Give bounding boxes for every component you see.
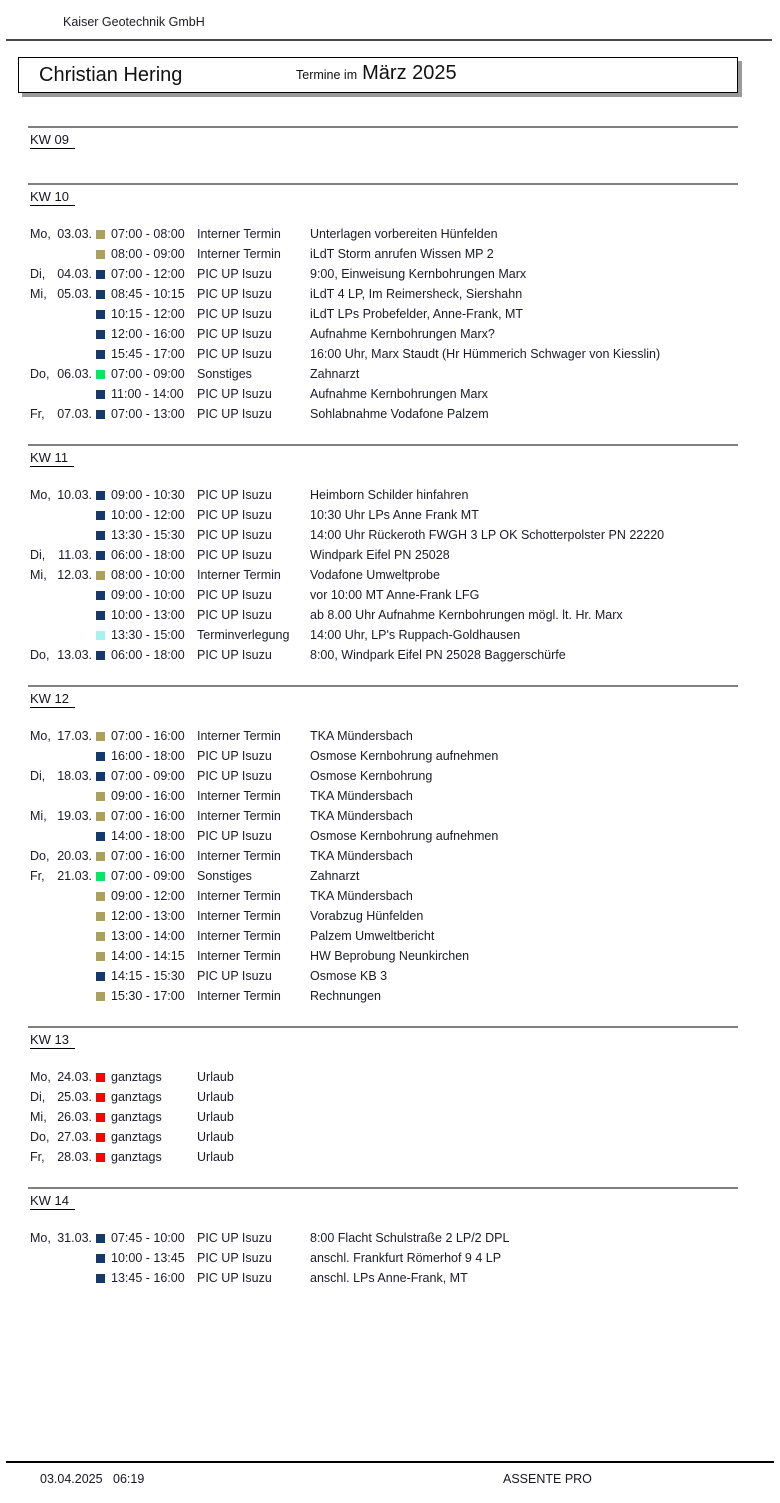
- report-title-prefix: Termine im: [296, 68, 358, 82]
- week-entries: [0, 726, 780, 1006]
- appointment-row: [30, 806, 780, 826]
- time-range: 06:00 - 18:00: [111, 648, 185, 662]
- appointment-row: [30, 645, 780, 665]
- date-label: 04.03.: [57, 267, 92, 281]
- time-range: 07:00 - 16:00: [111, 729, 185, 743]
- header-divider: [6, 39, 772, 41]
- category-color-swatch: [96, 250, 105, 259]
- category-label: Interner Termin: [197, 849, 281, 863]
- appointment-row: [30, 505, 780, 525]
- category-label: PIC UP Isuzu: [197, 548, 272, 562]
- appointment-row: [30, 926, 780, 946]
- time-range: ganztags: [111, 1070, 162, 1084]
- day-label: Mi,: [30, 809, 47, 823]
- category-label: PIC UP Isuzu: [197, 648, 272, 662]
- time-range: 09:00 - 10:00: [111, 588, 185, 602]
- report-title-box: [18, 57, 738, 93]
- description-label: ab 8.00 Uhr Aufnahme Kernbohrungen mögl. lt. Hr. Marx: [310, 608, 623, 622]
- description-label: TKA Mündersbach: [310, 809, 413, 823]
- day-label: Mo,: [30, 1231, 51, 1245]
- date-label: 20.03.: [57, 849, 92, 863]
- category-label: Sonstiges: [197, 869, 252, 883]
- category-label: Interner Termin: [197, 247, 281, 261]
- date-label: 11.03.: [58, 548, 92, 562]
- time-range: 07:00 - 09:00: [111, 367, 185, 381]
- section-divider: [28, 126, 738, 128]
- time-range: 07:45 - 10:00: [111, 1231, 185, 1245]
- category-label: Sonstiges: [197, 367, 252, 381]
- time-range: ganztags: [111, 1110, 162, 1124]
- week-heading: [30, 1192, 780, 1208]
- day-label: Mo,: [30, 227, 51, 241]
- time-range: ganztags: [111, 1090, 162, 1104]
- category-color-swatch: [96, 290, 105, 299]
- category-color-swatch: [96, 1254, 105, 1263]
- time-range: 07:00 - 09:00: [111, 769, 185, 783]
- date-label: 21.03.: [57, 869, 92, 883]
- appointment-row: [30, 244, 780, 264]
- appointment-row: [30, 304, 780, 324]
- week-heading: [30, 131, 780, 147]
- person-name: Christian Hering: [39, 63, 183, 86]
- section-divider: [28, 1026, 738, 1028]
- week-entries: [0, 147, 780, 163]
- appointment-row: [30, 284, 780, 304]
- report-title: [296, 62, 457, 85]
- category-color-swatch: [96, 390, 105, 399]
- category-label: PIC UP Isuzu: [197, 307, 272, 321]
- day-label: Mi,: [30, 1110, 47, 1124]
- week-label: KW 14: [30, 1193, 75, 1210]
- section-divider: [28, 685, 738, 687]
- footer-divider: [6, 1461, 774, 1463]
- category-label: PIC UP Isuzu: [197, 1231, 272, 1245]
- appointment-row: [30, 966, 780, 986]
- day-label: Mi,: [30, 568, 47, 582]
- date-label: 26.03.: [57, 1110, 92, 1124]
- category-label: Interner Termin: [197, 227, 281, 241]
- section-divider: [28, 444, 738, 446]
- appointment-row: [30, 866, 780, 886]
- category-color-swatch: [96, 732, 105, 741]
- time-range: 12:00 - 13:00: [111, 909, 185, 923]
- appointment-row: [30, 906, 780, 926]
- appointment-row: [30, 946, 780, 966]
- day-label: Di,: [30, 267, 46, 281]
- date-label: 27.03.: [57, 1130, 92, 1144]
- appointment-row: [30, 324, 780, 344]
- appointment-row: [30, 1087, 780, 1107]
- category-color-swatch: [96, 230, 105, 239]
- appointment-row: [30, 545, 780, 565]
- appointment-row: [30, 224, 780, 244]
- category-label: Urlaub: [197, 1090, 234, 1104]
- date-label: 17.03.: [57, 729, 92, 743]
- day-label: Fr,: [30, 407, 45, 421]
- date-label: 25.03.: [57, 1090, 92, 1104]
- time-range: ganztags: [111, 1150, 162, 1164]
- date-label: 31.03.: [57, 1231, 92, 1245]
- appointment-row: [30, 625, 780, 645]
- category-label: Terminverlegung: [197, 628, 290, 642]
- week-section: [0, 685, 780, 1006]
- description-label: Osmose Kernbohrung aufnehmen: [310, 749, 499, 763]
- category-label: PIC UP Isuzu: [197, 829, 272, 843]
- appointment-row: [30, 786, 780, 806]
- day-label: Di,: [30, 1090, 46, 1104]
- category-color-swatch: [96, 350, 105, 359]
- appointment-row: [30, 746, 780, 766]
- time-range: 07:00 - 09:00: [111, 869, 185, 883]
- description-label: 16:00 Uhr, Marx Staudt (Hr Hümmerich Schwager von Kiesslin): [310, 347, 661, 361]
- category-label: Interner Termin: [197, 989, 281, 1003]
- category-label: PIC UP Isuzu: [197, 1251, 272, 1265]
- day-label: Fr,: [30, 1150, 45, 1164]
- time-range: ganztags: [111, 1130, 162, 1144]
- category-color-swatch: [96, 270, 105, 279]
- description-label: iLdT Storm anrufen Wissen MP 2: [310, 247, 494, 261]
- category-label: Interner Termin: [197, 949, 281, 963]
- appointment-row: [30, 344, 780, 364]
- week-section: [0, 1026, 780, 1167]
- time-range: 08:00 - 10:00: [111, 568, 185, 582]
- appointment-row: [30, 1248, 780, 1268]
- appointment-row: [30, 1127, 780, 1147]
- description-label: Rechnungen: [310, 989, 381, 1003]
- category-color-swatch: [96, 752, 105, 761]
- category-color-swatch: [96, 1133, 105, 1142]
- category-color-swatch: [96, 772, 105, 781]
- category-label: PIC UP Isuzu: [197, 267, 272, 281]
- category-label: PIC UP Isuzu: [197, 287, 272, 301]
- description-label: Palzem Umweltbericht: [310, 929, 435, 943]
- appointment-row: [30, 585, 780, 605]
- appointment-row: [30, 826, 780, 846]
- category-color-swatch: [96, 992, 105, 1001]
- report-title-month: März 2025: [362, 62, 457, 84]
- description-label: 10:30 Uhr LPs Anne Frank MT: [310, 508, 479, 522]
- category-label: PIC UP Isuzu: [197, 407, 272, 421]
- description-label: iLdT 4 LP, Im Reimersheck, Siershahn: [310, 287, 523, 301]
- time-range: 16:00 - 18:00: [111, 749, 185, 763]
- category-color-swatch: [96, 1274, 105, 1283]
- date-label: 18.03.: [57, 769, 92, 783]
- time-range: 10:00 - 13:45: [111, 1251, 185, 1265]
- category-color-swatch: [96, 491, 105, 500]
- description-label: Heimborn Schilder hinfahren: [310, 488, 469, 502]
- description-label: Zahnarzt: [310, 869, 360, 883]
- footer-text: [0, 1472, 780, 1487]
- time-range: 15:45 - 17:00: [111, 347, 185, 361]
- category-label: PIC UP Isuzu: [197, 588, 272, 602]
- category-label: PIC UP Isuzu: [197, 327, 272, 341]
- week-entries: [0, 1067, 780, 1167]
- time-range: 10:00 - 13:00: [111, 608, 185, 622]
- description-label: Osmose Kernbohrung aufnehmen: [310, 829, 499, 843]
- appointment-row: [30, 846, 780, 866]
- description-label: Aufnahme Kernbohrungen Marx?: [310, 327, 495, 341]
- time-range: 08:45 - 10:15: [111, 287, 185, 301]
- category-label: PIC UP Isuzu: [197, 749, 272, 763]
- category-color-swatch: [96, 852, 105, 861]
- time-range: 07:00 - 12:00: [111, 267, 185, 281]
- category-label: PIC UP Isuzu: [197, 508, 272, 522]
- description-label: Zahnarzt: [310, 367, 360, 381]
- category-color-swatch: [96, 611, 105, 620]
- description-label: Unterlagen vorbereiten Hünfelden: [310, 227, 498, 241]
- week-heading: [30, 690, 780, 706]
- week-heading: [30, 449, 780, 465]
- section-divider: [28, 1187, 738, 1189]
- date-label: 28.03.: [57, 1150, 92, 1164]
- description-label: Osmose Kernbohrung: [310, 769, 433, 783]
- time-range: 14:00 - 14:15: [111, 949, 185, 963]
- day-label: Do,: [30, 648, 50, 662]
- description-label: HW Beprobung Neunkirchen: [310, 949, 470, 963]
- time-range: 14:15 - 15:30: [111, 969, 185, 983]
- description-label: vor 10:00 MT Anne-Frank LFG: [310, 588, 480, 602]
- time-range: 06:00 - 18:00: [111, 548, 185, 562]
- time-range: 11:00 - 14:00: [111, 387, 184, 401]
- category-color-swatch: [96, 410, 105, 419]
- description-label: Osmose KB 3: [310, 969, 388, 983]
- appointment-row: [30, 485, 780, 505]
- week-section: [0, 183, 780, 424]
- week-label: KW 10: [30, 189, 75, 206]
- category-label: PIC UP Isuzu: [197, 969, 272, 983]
- week-label: KW 09: [30, 132, 75, 149]
- description-label: Vodafone Umweltprobe: [310, 568, 440, 582]
- description-label: 8:00 Flacht Schulstraße 2 LP/2 DPL: [310, 1231, 510, 1245]
- appointment-row: [30, 1067, 780, 1087]
- category-color-swatch: [96, 370, 105, 379]
- appointment-row: [30, 525, 780, 545]
- week-sections: [0, 126, 780, 1288]
- category-color-swatch: [96, 1113, 105, 1122]
- description-label: Aufnahme Kernbohrungen Marx: [310, 387, 488, 401]
- app-name: ASSENTE PRO: [503, 1472, 592, 1486]
- category-color-swatch: [96, 1153, 105, 1162]
- category-color-swatch: [96, 832, 105, 841]
- appointment-row: [30, 1268, 780, 1288]
- category-label: Interner Termin: [197, 729, 281, 743]
- appointment-row: [30, 1228, 780, 1248]
- week-heading: [30, 1031, 780, 1047]
- week-label: KW 13: [30, 1032, 75, 1049]
- category-color-swatch: [96, 1234, 105, 1243]
- category-color-swatch: [96, 310, 105, 319]
- appointment-row: [30, 565, 780, 585]
- date-label: 19.03.: [57, 809, 92, 823]
- date-label: 07.03.: [57, 407, 92, 421]
- category-color-swatch: [96, 330, 105, 339]
- time-range: 09:00 - 16:00: [111, 789, 185, 803]
- category-color-swatch: [96, 952, 105, 961]
- category-label: Interner Termin: [197, 568, 281, 582]
- appointment-row: [30, 726, 780, 746]
- day-label: Di,: [30, 548, 46, 562]
- section-divider: [28, 183, 738, 185]
- week-entries: [0, 1228, 780, 1288]
- week-entries: [0, 224, 780, 424]
- day-label: Mi,: [30, 287, 47, 301]
- category-label: PIC UP Isuzu: [197, 608, 272, 622]
- date-label: 24.03.: [57, 1070, 92, 1084]
- date-label: 10.03.: [57, 488, 92, 502]
- week-section: [0, 1187, 780, 1288]
- print-time: 06:19: [113, 1472, 145, 1486]
- appointment-row: [30, 384, 780, 404]
- description-label: 9:00, Einweisung Kernbohrungen Marx: [310, 267, 527, 281]
- time-range: 07:00 - 16:00: [111, 849, 185, 863]
- week-heading: [30, 188, 780, 204]
- description-label: 14:00 Uhr, LP's Ruppach-Goldhausen: [310, 628, 521, 642]
- category-color-swatch: [96, 511, 105, 520]
- time-range: 12:00 - 16:00: [111, 327, 185, 341]
- date-label: 12.03.: [57, 568, 92, 582]
- category-color-swatch: [96, 531, 105, 540]
- time-range: 15:30 - 17:00: [111, 989, 185, 1003]
- category-label: Urlaub: [197, 1070, 234, 1084]
- time-range: 14:00 - 18:00: [111, 829, 185, 843]
- category-label: Interner Termin: [197, 889, 281, 903]
- appointment-row: [30, 766, 780, 786]
- category-color-swatch: [96, 631, 105, 640]
- appointment-row: [30, 264, 780, 284]
- description-label: TKA Mündersbach: [310, 789, 413, 803]
- time-range: 07:00 - 16:00: [111, 809, 185, 823]
- appointment-row: [30, 1107, 780, 1127]
- category-label: PIC UP Isuzu: [197, 1271, 272, 1285]
- week-entries: [0, 485, 780, 665]
- description-label: Sohlabnahme Vodafone Palzem: [310, 407, 489, 421]
- category-label: Interner Termin: [197, 809, 281, 823]
- category-label: Interner Termin: [197, 929, 281, 943]
- description-label: TKA Mündersbach: [310, 729, 413, 743]
- page-footer: [0, 1461, 780, 1487]
- category-label: PIC UP Isuzu: [197, 528, 272, 542]
- category-color-swatch: [96, 591, 105, 600]
- description-label: 8:00, Windpark Eifel PN 25028 Baggerschürfe: [310, 648, 566, 662]
- appointment-row: [30, 364, 780, 384]
- time-range: 09:00 - 12:00: [111, 889, 185, 903]
- category-color-swatch: [96, 812, 105, 821]
- category-color-swatch: [96, 912, 105, 921]
- date-label: 06.03.: [57, 367, 92, 381]
- week-label: KW 12: [30, 691, 75, 708]
- category-label: PIC UP Isuzu: [197, 769, 272, 783]
- description-label: iLdT LPs Probefelder, Anne-Frank, MT: [310, 307, 524, 321]
- day-label: Do,: [30, 849, 50, 863]
- print-date: 03.04.2025: [40, 1472, 103, 1486]
- time-range: 07:00 - 08:00: [111, 227, 185, 241]
- company-name: Kaiser Geotechnik GmbH: [63, 15, 205, 29]
- description-label: anschl. LPs Anne-Frank, MT: [310, 1271, 468, 1285]
- description-label: anschl. Frankfurt Römerhof 9 4 LP: [310, 1251, 502, 1265]
- time-range: 10:15 - 12:00: [111, 307, 185, 321]
- category-label: PIC UP Isuzu: [197, 347, 272, 361]
- description-label: 14:00 Uhr Rückeroth FWGH 3 LP OK Schotterpolster PN 22220: [310, 528, 665, 542]
- date-label: 03.03.: [57, 227, 92, 241]
- week-section: [0, 126, 780, 163]
- category-label: Urlaub: [197, 1110, 234, 1124]
- time-range: 13:30 - 15:30: [111, 528, 185, 542]
- category-label: Interner Termin: [197, 789, 281, 803]
- appointment-row: [30, 886, 780, 906]
- time-range: 13:30 - 15:00: [111, 628, 185, 642]
- time-range: 08:00 - 09:00: [111, 247, 185, 261]
- week-label: KW 11: [30, 450, 74, 467]
- time-range: 07:00 - 13:00: [111, 407, 185, 421]
- description-label: Windpark Eifel PN 25028: [310, 548, 450, 562]
- category-color-swatch: [96, 892, 105, 901]
- category-color-swatch: [96, 1093, 105, 1102]
- day-label: Do,: [30, 1130, 50, 1144]
- category-color-swatch: [96, 1073, 105, 1082]
- day-label: Mo,: [30, 729, 51, 743]
- category-color-swatch: [96, 571, 105, 580]
- category-label: Urlaub: [197, 1150, 234, 1164]
- date-label: 13.03.: [57, 648, 92, 662]
- category-label: PIC UP Isuzu: [197, 488, 272, 502]
- date-label: 05.03.: [57, 287, 92, 301]
- description-label: TKA Mündersbach: [310, 849, 413, 863]
- time-range: 09:00 - 10:30: [111, 488, 185, 502]
- category-color-swatch: [96, 551, 105, 560]
- category-color-swatch: [96, 651, 105, 660]
- description-label: TKA Mündersbach: [310, 889, 413, 903]
- appointment-row: [30, 605, 780, 625]
- time-range: 13:45 - 16:00: [111, 1271, 185, 1285]
- category-label: Interner Termin: [197, 909, 281, 923]
- appointment-row: [30, 1147, 780, 1167]
- day-label: Mo,: [30, 488, 51, 502]
- day-label: Di,: [30, 769, 46, 783]
- day-label: Do,: [30, 367, 50, 381]
- category-color-swatch: [96, 792, 105, 801]
- category-color-swatch: [96, 872, 105, 881]
- week-section: [0, 444, 780, 665]
- category-color-swatch: [96, 972, 105, 981]
- category-label: Urlaub: [197, 1130, 234, 1144]
- day-label: Fr,: [30, 869, 45, 883]
- time-range: 10:00 - 12:00: [111, 508, 185, 522]
- appointment-row: [30, 404, 780, 424]
- category-color-swatch: [96, 932, 105, 941]
- time-range: 13:00 - 14:00: [111, 929, 185, 943]
- category-label: PIC UP Isuzu: [197, 387, 272, 401]
- appointment-row: [30, 986, 780, 1006]
- description-label: Vorabzug Hünfelden: [310, 909, 424, 923]
- day-label: Mo,: [30, 1070, 51, 1084]
